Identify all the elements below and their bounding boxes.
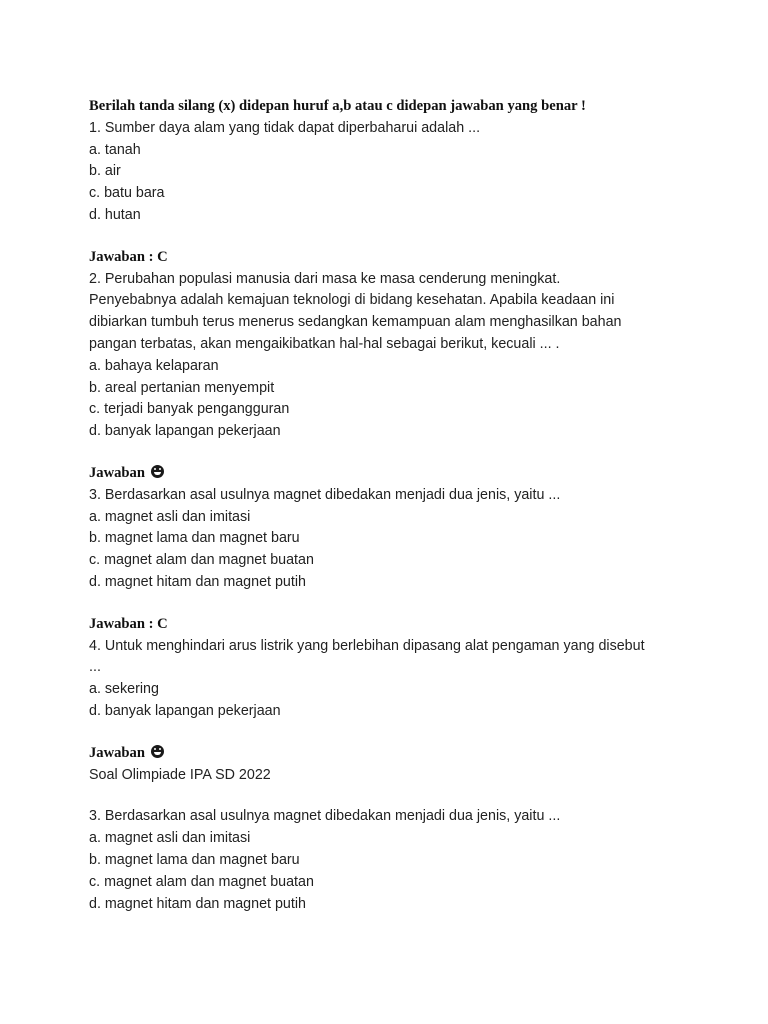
question-text-line: Penyebabnya adalah kemajuan teknologi di bidang kesehatan. Apabila keadaan ini (89, 292, 615, 309)
option-a: a. magnet asli dan imitasi (89, 508, 251, 525)
option-b: b. areal pertanian menyempit (89, 379, 275, 396)
question-text-line: 2. Perubahan populasi manusia dari masa ke masa cenderung meningkat. (89, 270, 561, 287)
option-c: c. magnet alam dan magnet buatan (89, 873, 314, 890)
option-d: d. hutan (89, 206, 141, 223)
option-a: a. tanah (89, 141, 141, 158)
option-c: c. batu bara (89, 185, 165, 202)
option-d: d. magnet hitam dan magnet putih (89, 895, 306, 912)
question-text-line: pangan terbatas, akan mengaikibatkan hal-hal sebagai berikut, kecuali ... . (89, 335, 560, 352)
question-text: 3. Berdasarkan asal usulnya magnet dibedakan menjadi dua jenis, yaitu ... (89, 808, 561, 825)
option-c: c. magnet alam dan magnet buatan (89, 552, 314, 569)
instruction: Berilah tanda silang (x) didepan huruf a,b atau c didepan jawaban yang benar ! (89, 98, 586, 114)
answer-3: Jawaban : C (89, 615, 168, 632)
spacer (89, 786, 729, 806)
spacer (89, 723, 729, 743)
answer-1: Jawaban : C (89, 248, 168, 265)
answer-4 (89, 743, 729, 765)
option-a: a. sekering (89, 681, 159, 698)
answer-2 (89, 463, 729, 485)
question-text: 1. Sumber daya alam yang tidak dapat diperbaharui adalah ... (89, 119, 481, 136)
question-text-line: 4. Untuk menghindari arus listrik yang berlebihan dipasang alat pengaman yang disebut (89, 637, 645, 654)
answer-label: Jawaban (89, 464, 149, 481)
option-d: d. magnet hitam dan magnet putih (89, 573, 306, 590)
answer-label: Jawaban (89, 744, 149, 761)
question-text-line: dibiarkan tumbuh terus menerus sedangkan kemampuan alam menghasilkan bahan (89, 314, 622, 331)
question-1 (89, 118, 729, 227)
spacer (89, 227, 729, 247)
spacer (89, 443, 729, 463)
grinning-face-icon (151, 465, 164, 478)
option-b: b. air (89, 163, 121, 180)
grinning-face-icon (151, 745, 164, 758)
question-3-repeat (89, 806, 729, 915)
document-page (89, 96, 729, 915)
option-d: d. banyak lapangan pekerjaan (89, 423, 281, 440)
question-text-line: ... (89, 659, 101, 676)
option-a: a. magnet asli dan imitasi (89, 830, 251, 847)
option-d: d. banyak lapangan pekerjaan (89, 702, 281, 719)
option-c: c. terjadi banyak pengangguran (89, 401, 290, 418)
question-2 (89, 269, 729, 443)
question-4 (89, 636, 729, 723)
option-b: b. magnet lama dan magnet baru (89, 851, 300, 868)
option-b: b. magnet lama dan magnet baru (89, 530, 300, 547)
option-a: a. bahaya kelaparan (89, 357, 219, 374)
footer-title: Soal Olimpiade IPA SD 2022 (89, 766, 271, 783)
question-text: 3. Berdasarkan asal usulnya magnet dibedakan menjadi dua jenis, yaitu ... (89, 486, 561, 503)
question-3 (89, 485, 729, 594)
spacer (89, 594, 729, 614)
